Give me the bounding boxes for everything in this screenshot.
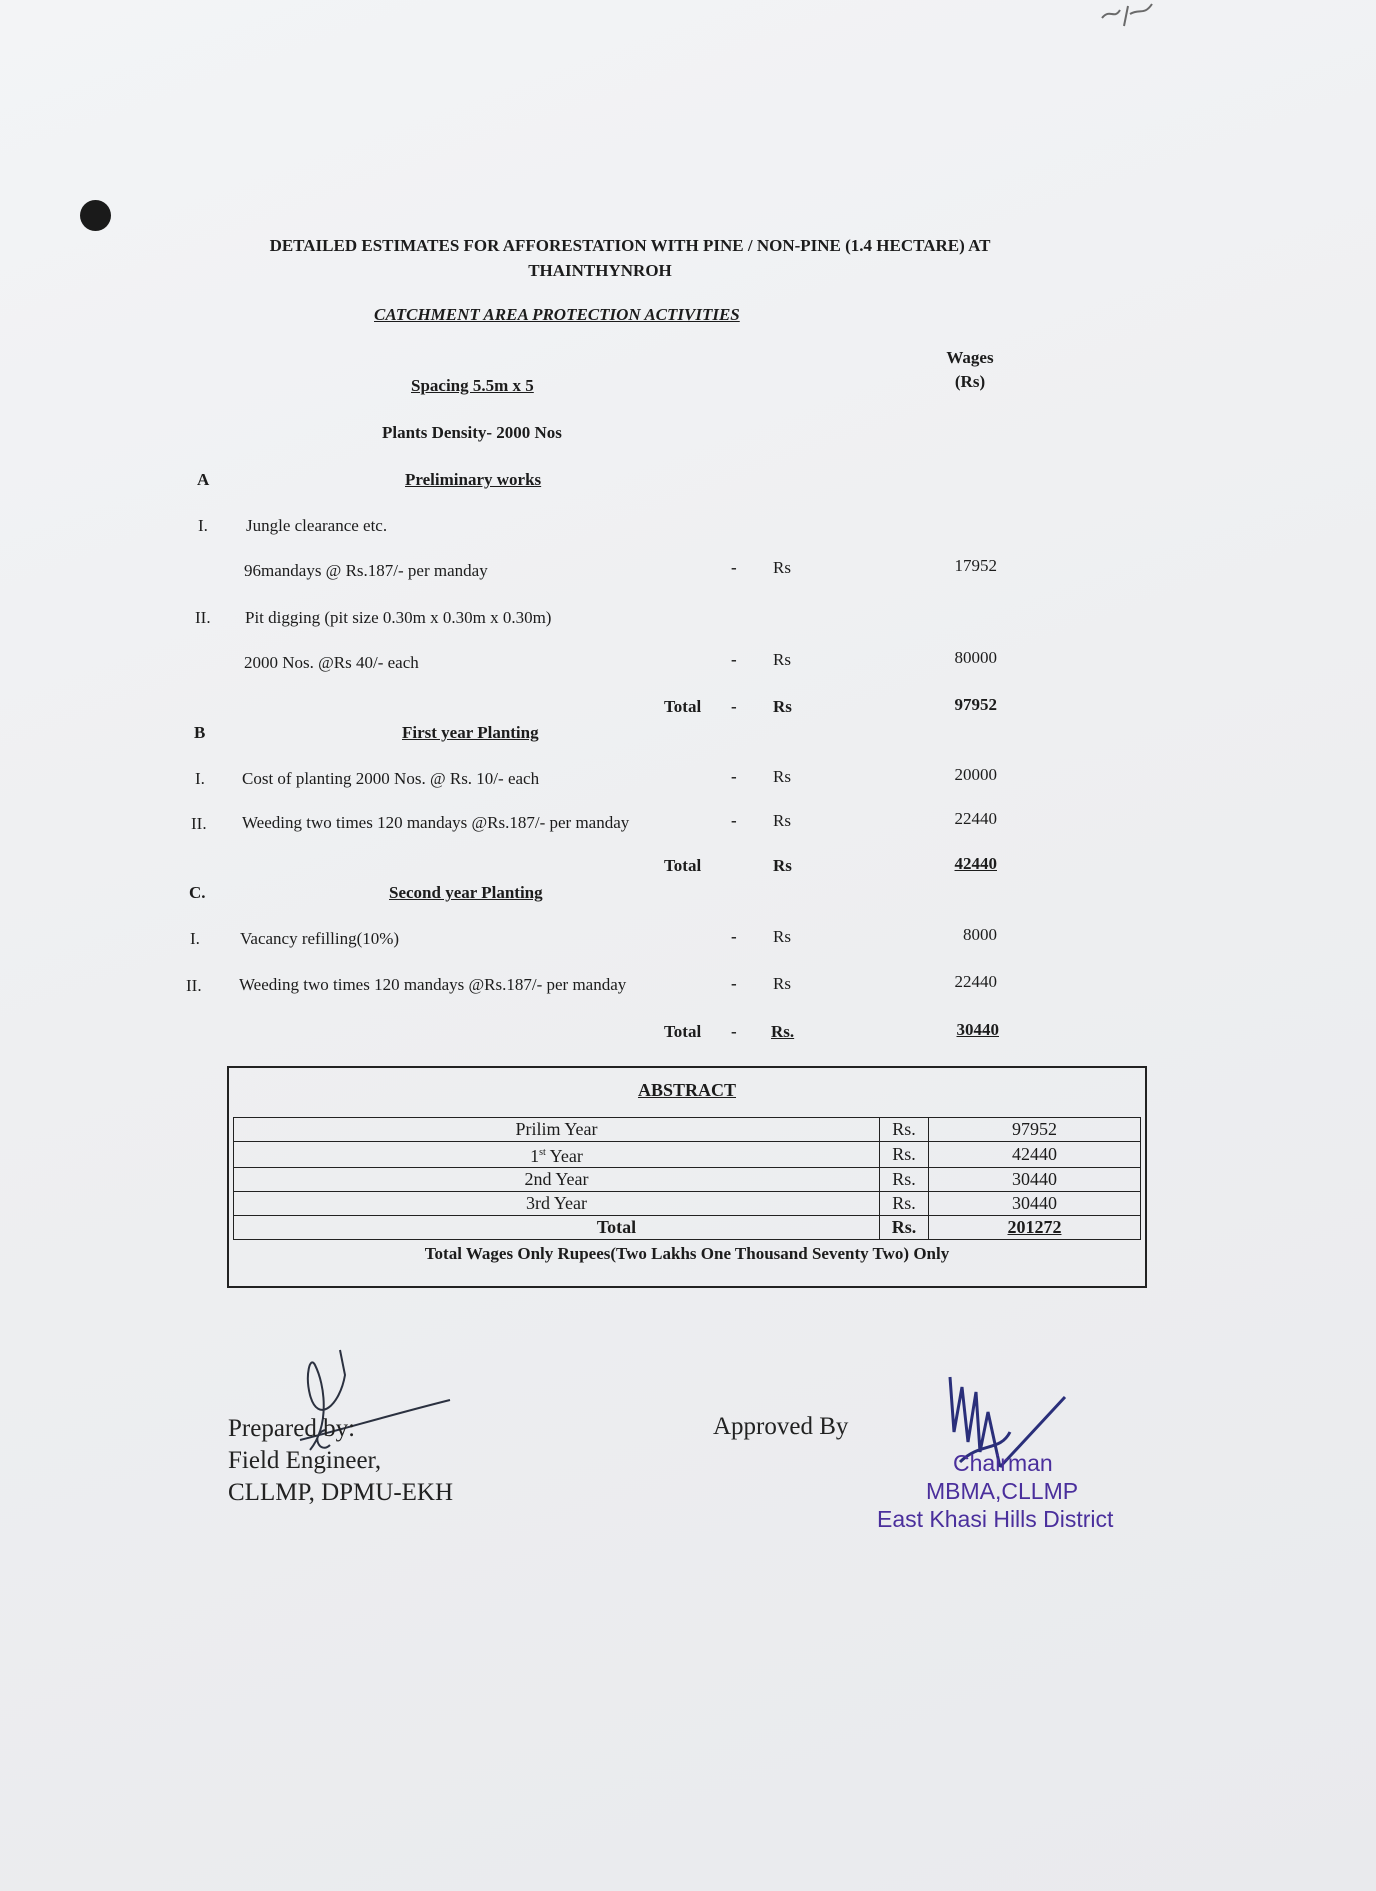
total-amount: 30440 — [956, 1020, 999, 1039]
rs-label: Rs. — [880, 1118, 929, 1142]
document-title-line2: THAINTHYNROH — [528, 261, 672, 280]
table-row — [234, 1168, 1141, 1192]
total-amount: 97952 — [954, 695, 997, 714]
rs-label: Rs — [773, 767, 791, 786]
year-label: 3rd Year — [234, 1192, 880, 1216]
rs-label: Rs — [773, 558, 791, 577]
section-c-heading: Second year Planting — [389, 883, 543, 902]
plant-density: Plants Density- 2000 Nos — [382, 423, 562, 442]
abstract-table — [227, 1066, 1147, 1288]
amount: 30440 — [929, 1168, 1141, 1192]
dash: - — [731, 1022, 737, 1041]
dash: - — [731, 927, 737, 946]
table-row — [234, 1192, 1141, 1216]
row-number: II. — [195, 608, 211, 627]
rs-label: Rs. — [771, 1022, 795, 1041]
row-number: II. — [191, 814, 207, 833]
rs-label: Rs — [773, 856, 792, 875]
rs-label: Rs. — [880, 1192, 929, 1216]
rs-label: Rs — [773, 811, 791, 830]
item-label: Jungle clearance etc. — [246, 516, 388, 535]
dash: - — [731, 767, 737, 786]
year-label: 2nd Year — [234, 1168, 880, 1192]
rs-label: Rs. — [880, 1168, 929, 1192]
dash: - — [731, 558, 737, 577]
amount: 80000 — [954, 648, 997, 667]
total-label: Total — [664, 697, 702, 716]
rs-label: Rs — [773, 974, 791, 993]
table-row-total — [234, 1216, 1141, 1240]
rs-label: Rs — [773, 650, 791, 669]
section-a-letter: A — [197, 470, 210, 489]
table-row — [234, 1118, 1141, 1142]
section-c-letter: C. — [189, 883, 206, 902]
prepared-by-label: Prepared by: — [228, 1415, 356, 1442]
amount: 42440 — [929, 1142, 1141, 1168]
row-number: II. — [186, 976, 202, 995]
item-detail: 96mandays @ Rs.187/- per manday — [244, 561, 488, 580]
row-number: I. — [190, 929, 200, 948]
amount: 30440 — [929, 1192, 1141, 1216]
section-a-heading: Preliminary works — [405, 470, 542, 489]
year-number: 1 — [530, 1146, 540, 1166]
dash: - — [731, 650, 737, 669]
abstract-heading: ABSTRACT — [637, 1080, 737, 1100]
item-label: Weeding two times 120 mandays @Rs.187/- per manday — [242, 813, 630, 832]
section-b-letter: B — [194, 723, 206, 742]
rs-label: Rs. — [880, 1142, 929, 1168]
total-amount: 201272 — [929, 1216, 1141, 1240]
prepared-by-title: Field Engineer, — [228, 1447, 382, 1474]
total-label: Total — [664, 856, 702, 875]
amount: 8000 — [963, 925, 997, 944]
total-label: Total — [664, 1022, 702, 1041]
wages-unit: (Rs) — [954, 372, 986, 391]
document-subtitle: CATCHMENT AREA PROTECTION ACTIVITIES — [374, 305, 740, 324]
row-number: I. — [198, 516, 208, 535]
year-word: Year — [545, 1146, 583, 1166]
amount: 20000 — [954, 765, 997, 784]
item-label: Weeding two times 120 mandays @Rs.187/- per manday — [239, 975, 627, 994]
ordinal-suffix: st — [539, 1147, 546, 1158]
corner-pen-mark — [1100, 0, 1180, 40]
row-number: I. — [195, 769, 205, 788]
item-label: Cost of planting 2000 Nos. @ Rs. 10/- each — [242, 769, 540, 788]
stamp-line1: Chairman — [953, 1450, 1053, 1476]
dash: - — [731, 811, 737, 830]
section-b-heading: First year Planting — [402, 723, 539, 742]
dash: - — [731, 974, 737, 993]
rs-label: Rs — [773, 927, 791, 946]
year-label: Prilim Year — [234, 1118, 880, 1142]
amount: 22440 — [954, 972, 997, 991]
dash: - — [731, 697, 737, 716]
wages-header: Wages — [946, 348, 994, 367]
spacing-label: Spacing 5.5m x 5 — [411, 376, 534, 395]
item-detail: 2000 Nos. @Rs 40/- each — [244, 653, 419, 672]
approved-by-label: Approved By — [713, 1413, 849, 1440]
total-amount: 42440 — [954, 854, 997, 873]
table-row — [234, 1142, 1141, 1168]
amount: 97952 — [929, 1118, 1141, 1142]
rs-label: Rs. — [880, 1216, 929, 1240]
stamp-line3: East Khasi Hills District — [877, 1506, 1114, 1532]
total-label: Total — [234, 1216, 880, 1240]
rs-label: Rs — [773, 697, 792, 716]
prepared-by-office: CLLMP, DPMU-EKH — [228, 1479, 454, 1506]
abstract-grid — [233, 1117, 1141, 1240]
item-label: Pit digging (pit size 0.30m x 0.30m x 0.30m) — [245, 608, 552, 627]
stamp-line2: MBMA,CLLMP — [926, 1478, 1079, 1504]
year-label — [234, 1142, 880, 1168]
punch-hole — [80, 200, 111, 231]
document-title-line1: DETAILED ESTIMATES FOR AFFORESTATION WITH PINE / NON-PINE (1.4 HECTARE) AT — [269, 236, 991, 255]
amount: 17952 — [954, 556, 997, 575]
total-in-words: Total Wages Only Rupees(Two Lakhs One Thousand Seventy Two) Only — [424, 1244, 950, 1263]
amount: 22440 — [954, 809, 997, 828]
item-label: Vacancy refilling(10%) — [240, 929, 400, 948]
